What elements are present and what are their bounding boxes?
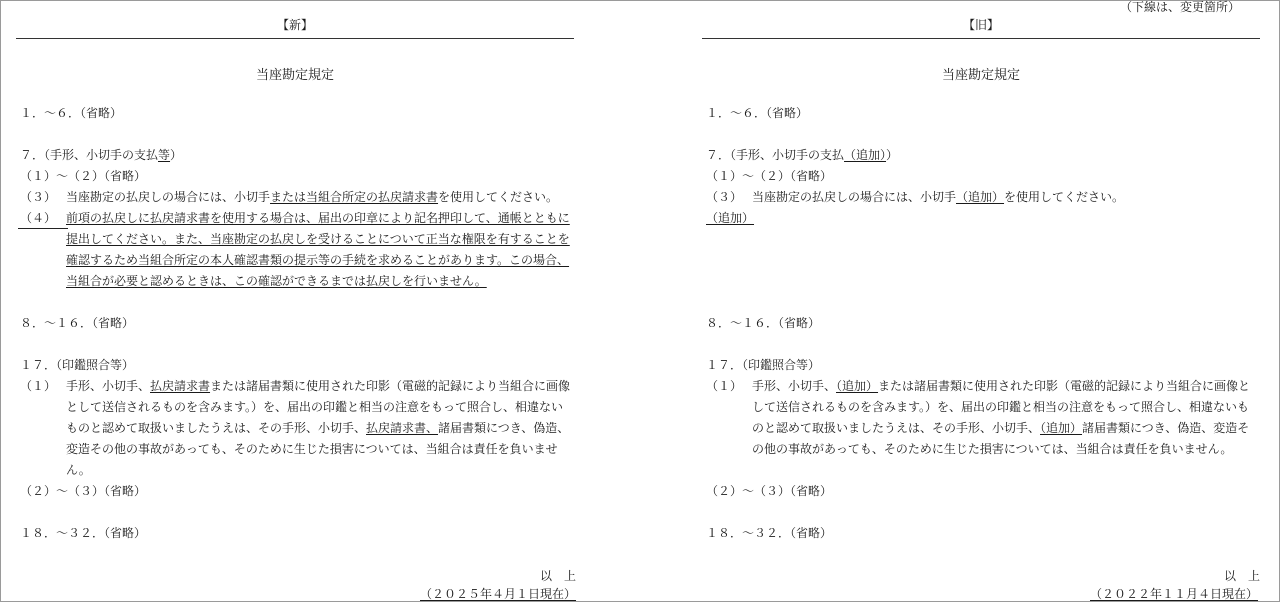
old-s7-3-added: （追加） [956, 190, 1005, 204]
new-s7-3-label: （３） [20, 190, 57, 204]
old-s7-3-c: を使用してください。 [1004, 190, 1125, 204]
new-header-rule [16, 38, 574, 39]
new-s17-1-line4: 変造その他の事故があっても、そのために生じた損害については、当組合は責任を負いませ [66, 442, 558, 456]
new-end-mark: 以 上 [540, 569, 577, 583]
old-s17-1-line1 [752, 379, 1250, 393]
old-s7-title-added: （追加） [844, 148, 887, 162]
new-s7-4-line4: 当組合が必要と認めるときは、この確認ができるまでは払戻しを行いません。 [66, 274, 487, 288]
new-column [16, 0, 576, 600]
old-section-17-title: １７．（印鑑照合等） [706, 358, 821, 372]
new-title: 当座勘定規定 [255, 68, 334, 83]
old-column [702, 0, 1262, 600]
old-s7-title-a: ７．（手形、小切手の支払 [706, 148, 845, 162]
old-section-7-1-2: （１）～（２）（省略） [706, 169, 833, 183]
old-s17-1-l1-c: または諸届書類に使用された印影（電磁的記録により当組合に画像と [878, 379, 1251, 393]
new-s7-3-c: を使用してください。 [438, 190, 559, 204]
old-end-mark: 以 上 [1224, 569, 1261, 583]
new-section-1-6: １．～６．（省略） [20, 106, 123, 120]
new-header: 【新】 [276, 18, 313, 32]
old-s17-1-line3 [752, 421, 1249, 435]
old-s17-1-line2: して送信されるものを含みます。）を、届出の印鑑と相当の注意をもって照合し、相違ないも [752, 400, 1250, 414]
old-s7-3-a: 当座勘定の払戻しの場合には、小切手 [752, 190, 957, 204]
old-s17-1-label: （１） [706, 379, 743, 393]
old-header: 【旧】 [962, 18, 999, 32]
old-section-7-title [706, 148, 898, 162]
new-section-18-32: １８．～３２．（省略） [20, 526, 147, 540]
new-s7-4-label: （４） [20, 211, 57, 225]
new-s7-title-a: ７．（手形、小切手の支払 [20, 148, 159, 162]
new-section-17-2-3: （２）～（３）（省略） [20, 484, 147, 498]
old-section-17-2-3: （２）～（３）（省略） [706, 484, 833, 498]
old-s17-1-l1-added: （追加） [836, 379, 879, 393]
new-s17-1-l3-a: ものと認めて取扱いましたうえは、その手形、小切手、 [66, 421, 367, 435]
new-s17-1-l1-c: または諸届書類に使用された印影（電磁的記録により当組合に画像 [210, 379, 571, 393]
new-section-7-1-2: （１）～（２）（省略） [20, 169, 147, 183]
old-s7-3-text [752, 190, 1124, 204]
old-title: 当座勘定規定 [941, 68, 1020, 83]
old-header-rule [702, 38, 1260, 39]
new-s17-1-line5: ん。 [66, 463, 91, 477]
old-s7-4-added: （追加） [706, 211, 755, 225]
new-s7-4-line2: 提出してください。また、当座勘定の払戻しを受けることについて正当な権限を有することを [66, 232, 570, 246]
new-s7-3-text [66, 190, 558, 204]
old-s17-1-l3-a: のと認めて取扱いましたうえは、その手形、小切手、 [752, 421, 1041, 435]
new-s17-1-label: （１） [20, 379, 57, 393]
new-s7-title-c: ） [170, 148, 183, 162]
new-s7-4-line3: 確認するため当組合所定の本人確認書類の提示等の手続を求めることがあります。この場合、 [66, 253, 570, 267]
old-section-8-16: ８．～１６．（省略） [706, 316, 821, 330]
new-section-17-title: １７．（印鑑照合等） [20, 358, 135, 372]
new-section-8-16: ８．～１６．（省略） [20, 316, 135, 330]
old-section-1-6: １．～６．（省略） [706, 106, 809, 120]
old-s17-1-l3-added: （追加） [1040, 421, 1083, 435]
new-s17-1-line2: として送信されるものを含みます。）を、届出の印鑑と相当の注意をもって照合し、相違ない [66, 400, 564, 414]
new-s17-1-l1-changed: 払戻請求書 [150, 379, 211, 393]
new-s17-1-l3-changed: 払戻請求書、 [366, 421, 439, 435]
new-s7-3-changed: または当組合所定の払戻請求書 [270, 190, 439, 204]
new-effective-date: （２０２５年４月１日現在） [420, 587, 577, 601]
new-s17-1-line1 [66, 379, 570, 393]
new-s17-1-line3 [66, 421, 569, 435]
old-effective-date: （２０２２年１１月４日現在） [1090, 587, 1259, 601]
old-section-18-32: １８．～３２．（省略） [706, 526, 833, 540]
old-s17-1-l1-a: 手形、小切手、 [752, 379, 837, 393]
old-s17-1-line4: の他の事故があっても、そのために生じた損害については、当組合は責任を負いません。 [752, 442, 1233, 456]
new-s7-title-changed: 等 [158, 148, 171, 162]
new-s7-3-a: 当座勘定の払戻しの場合には、小切手 [66, 190, 271, 204]
new-s7-4-label-underline [18, 228, 68, 229]
header-note: （下線は、変更箇所） [1119, 0, 1240, 14]
new-section-7-title [20, 148, 182, 162]
old-s7-3-label: （３） [706, 190, 743, 204]
new-s17-1-l1-a: 手形、小切手、 [66, 379, 151, 393]
new-s7-4-line1: 前項の払戻しに払戻請求書を使用する場合は、届出の印章により記名押印して、通帳とともに [66, 211, 570, 225]
new-s17-1-l3-c: 諸届書類につき、偽造、 [438, 421, 570, 435]
old-s17-1-l3-c: 諸届書類につき、偽造、変造そ [1082, 421, 1250, 435]
old-s7-title-c: ） [886, 148, 899, 162]
